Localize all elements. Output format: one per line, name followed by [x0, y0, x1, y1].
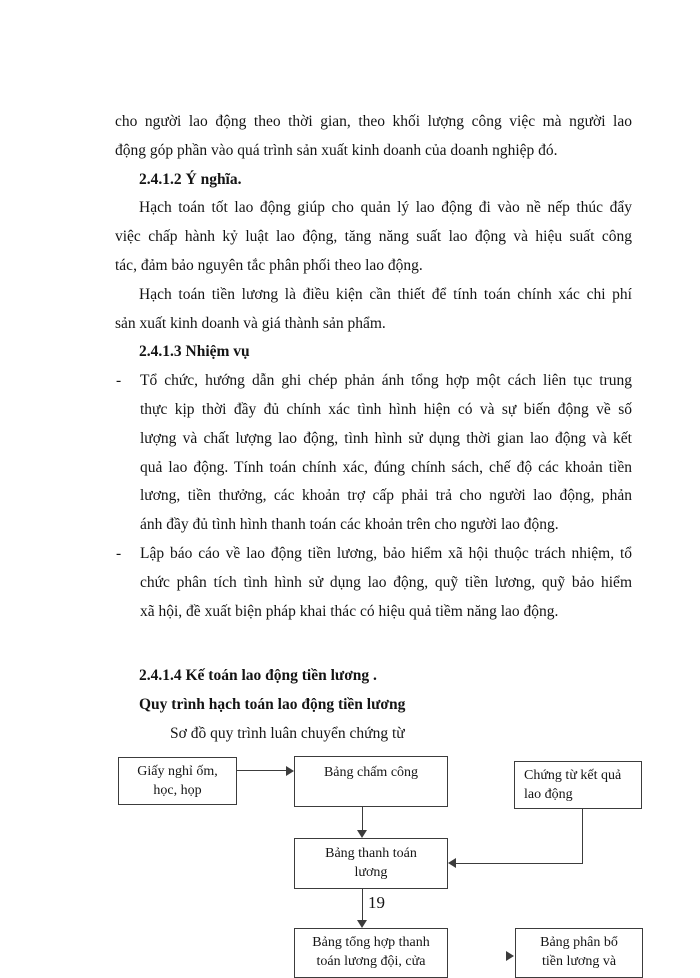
arrowhead-down-icon [357, 920, 367, 928]
bullet-text: Lập báo cáo về lao động tiền lương, bảo hiểm xã hội thuộc trách nhiệm, tổ [140, 544, 632, 562]
box-label-line: lao động [524, 787, 573, 802]
paragraph-line: tác, đảm bảo nguyên tắc phân phối theo lao động. [115, 256, 423, 274]
flowchart-caption: Sơ đồ quy trình luân chuyển chứng từ [170, 724, 405, 742]
section-heading: 2.4.1.3 Nhiệm vụ [139, 343, 250, 361]
box-label-line: học, họp [153, 783, 202, 798]
connector-line [582, 809, 583, 864]
box-label-line: Chứng từ kết quả [524, 768, 622, 783]
connector-line [362, 807, 363, 831]
bullet-text: Tổ chức, hướng dẫn ghi chép phản ánh tổng hợp một cách liên tục trung [140, 372, 632, 390]
arrowhead-left-icon [448, 858, 456, 868]
paragraph-line: Hạch toán tiền lương là điều kiện cần thiết để tính toán chính xác chi phí [139, 285, 632, 303]
flowchart-box-sick-leave [118, 757, 237, 805]
connector-line [362, 889, 363, 921]
bullet-item-line: chức phân tích tình hình sử dụng lao động, quỹ tiền lương, quỹ bảo hiểm [140, 573, 632, 591]
flowchart-box-result-documents [514, 761, 642, 809]
bullet-item-line: quả lao động. Tính toán chính xác, đúng chính sách, chế độ các khoản tiền [140, 458, 632, 476]
box-label-line: Bảng phân bổ [540, 935, 618, 950]
arrowhead-right-icon [286, 766, 294, 776]
bullet-dash: - [116, 372, 122, 390]
box-label-line: Bảng thanh toán [325, 846, 417, 861]
section-heading: Quy trình hạch toán lao động tiền lương [139, 696, 406, 714]
bullet-item-line: xã hội, đề xuất biện pháp khai thác có hiệu quả tiềm năng lao động. [140, 602, 559, 620]
box-label-line: Bảng chấm công [323, 765, 419, 780]
bullet-item-line: lương, tiền thưởng, các khoản trợ cấp phải trả cho người lao động, phản [140, 487, 632, 505]
paragraph-line: sản xuất kinh doanh và giá thành sản phẩm. [115, 314, 386, 332]
box-label-line: toán lương đội, cửa [316, 954, 426, 969]
paragraph-line: Hạch toán tốt lao động giúp cho quản lý lao động đi vào nề nếp thúc đẩy [139, 199, 632, 217]
arrowhead-down-icon [357, 830, 367, 838]
flowchart-box-payroll-sheet [294, 838, 448, 889]
section-heading: 2.4.1.2 Ý nghĩa. [139, 170, 242, 188]
flowchart-box-payroll-summary [294, 928, 448, 978]
connector-line [456, 863, 583, 864]
box-label-line: lương [354, 865, 388, 880]
paragraph-line: động góp phần vào quá trình sản xuất kinh doanh của doanh nghiệp đó. [115, 141, 558, 159]
box-label-line: Bảng tổng hợp thanh [312, 935, 430, 950]
page-number: 19 [368, 893, 385, 912]
flowchart-box-timesheet [294, 756, 448, 807]
box-label-line: tiền lương và [541, 954, 617, 969]
paragraph-line: việc chấp hành kỷ luật lao động, tăng năng suất lao động và hiệu suất công [115, 228, 632, 246]
section-heading: 2.4.1.4 Kế toán lao động tiền lương . [139, 667, 377, 685]
bullet-item-line: ánh đầy đủ tình hình thanh toán các khoản trên cho người lao động. [140, 516, 559, 534]
connector-line [237, 770, 287, 771]
bullet-item-line: thực kịp thời đầy đủ chính xác tình hình hiện có và sự biến động về số [140, 400, 632, 418]
arrowhead-right-icon [506, 951, 514, 961]
flowchart-box-wage-allocation [515, 928, 643, 978]
bullet-item-line: lượng và chất lượng lao động, tình hình sử dụng thời gian lao động và kết [140, 429, 632, 447]
paragraph-line: cho người lao động theo thời gian, theo khối lượng công việc mà người lao [115, 113, 632, 130]
box-label-line: Giấy nghỉ ốm, [137, 764, 218, 779]
bullet-dash: - [116, 544, 122, 562]
